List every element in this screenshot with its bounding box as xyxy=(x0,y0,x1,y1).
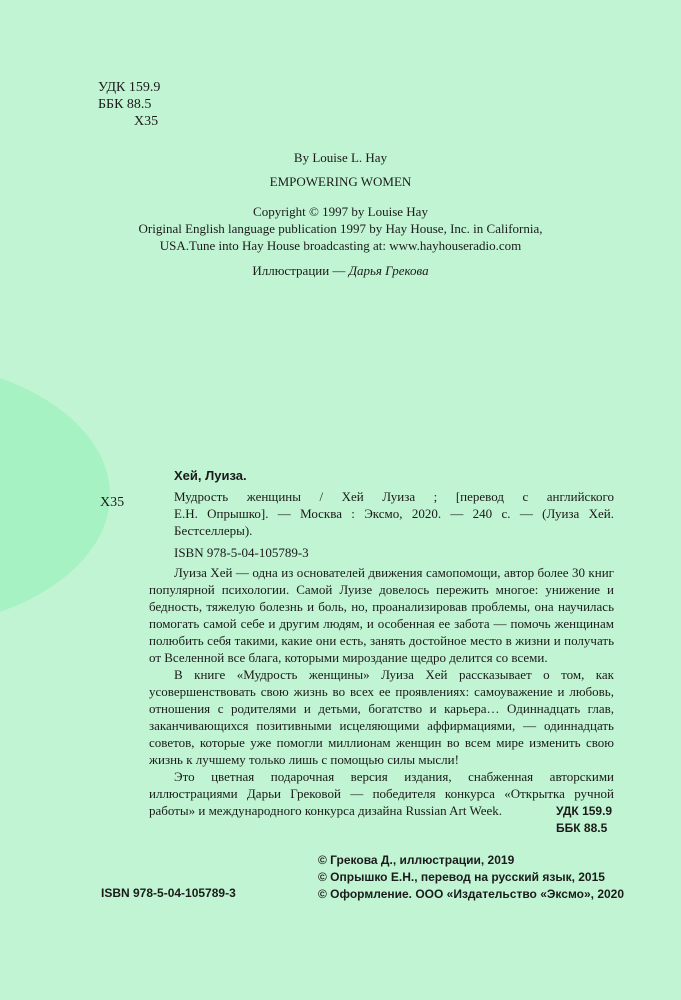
udk-code: УДК 159.9 xyxy=(98,80,161,95)
copyright-notices xyxy=(318,852,624,903)
bbk-code: ББК 88.5 xyxy=(556,821,608,835)
biblio-line: Мудрость женщины / Хей Луиза ; [перевод с английского xyxy=(174,489,614,504)
biblio-line: Е.Н. Опрышко]. — Москва : Эксмо, 2020. — 240 с. — (Луиза Хей. xyxy=(174,506,614,521)
copyright-line: Original English language publication 1997 by Hay House, Inc. in California, xyxy=(138,221,543,236)
author-mark: Х35 xyxy=(134,114,159,129)
bbk-code: ББК 88.5 xyxy=(98,97,152,112)
original-copyright xyxy=(0,203,681,254)
bibliographic-description xyxy=(174,488,614,539)
catalog-author-heading: Хей, Луиза. xyxy=(174,468,247,483)
copyright-notice: © Грекова Д., иллюстрации, 2019 xyxy=(318,853,515,867)
copyright-line: USA.Tune into Hay House broadcasting at: www.hayhouseradio.com xyxy=(159,238,522,253)
copyright-notice: © Опрышко Е.Н., перевод на русский язык, 2015 xyxy=(318,870,605,884)
illustrations-credit xyxy=(0,263,681,279)
annotation-paragraph: Луиза Хей — одна из основателей движения самопомощи, автор более 30 книг популярной психологии. Самой Луизе довелось пережить многое: унижение и бедность, тяжелую болезнь и боль, но, проанализировав проблемы, она научилась помогать самой себе и другим людям, и особенная ее забота — помочь женщинам полюбить себя такими, какие они есть, занять достойное место в жизни и получать от Вселенной все блага, которыми мироздание щедро делится со всеми. xyxy=(149,565,614,665)
copyright-line: Copyright © 1997 by Louise Hay xyxy=(253,204,428,219)
annotation xyxy=(149,564,614,819)
original-author: By Louise L. Hay xyxy=(293,150,388,165)
copyright-notice: © Оформление. ООО «Издательство «Эксмо», 2020 xyxy=(318,887,625,901)
decorative-circle xyxy=(0,360,110,630)
annotation-paragraph: В книге «Мудрость женщины» Луиза Хей рассказывает о том, как усовершенствовать свою жизнь во всех ее проявлениях: самоуважение и любовь, отношения с родителями и детьми, богатство и карьера… Одиннадцать глав, заканчивающихся позитивными исцеляющими аффирмациями, — одиннадцать советов, которые уже помогли миллионам женщин во всем мире изменить свою жизнь к лучшему только лишь с помощью силы мысли! xyxy=(149,667,614,767)
catalog-isbn: ISBN 978-5-04-105789-3 xyxy=(174,545,309,560)
illustrations-label: Иллюстрации — xyxy=(252,263,349,278)
original-title: EMPOWERING WOMEN xyxy=(269,174,412,189)
biblio-line: Бестселлеры). xyxy=(174,523,253,538)
udk-code: УДК 159.9 xyxy=(556,804,613,818)
illustrator-name: Дарья Грекова xyxy=(348,263,429,278)
isbn-bottom: ISBN 978-5-04-105789-3 xyxy=(101,886,236,900)
annotation-paragraph: Это цветная подарочная версия издания, снабженная авторскими иллюстрациями Дарьи Грековой — победителя конкурса «Открытка ручной работы» и международного конкурса дизайна Russian Art Week. xyxy=(149,769,614,818)
classification-top xyxy=(98,79,160,130)
catalog-author-mark: Х35 xyxy=(100,495,125,510)
classification-bottom xyxy=(556,803,612,837)
